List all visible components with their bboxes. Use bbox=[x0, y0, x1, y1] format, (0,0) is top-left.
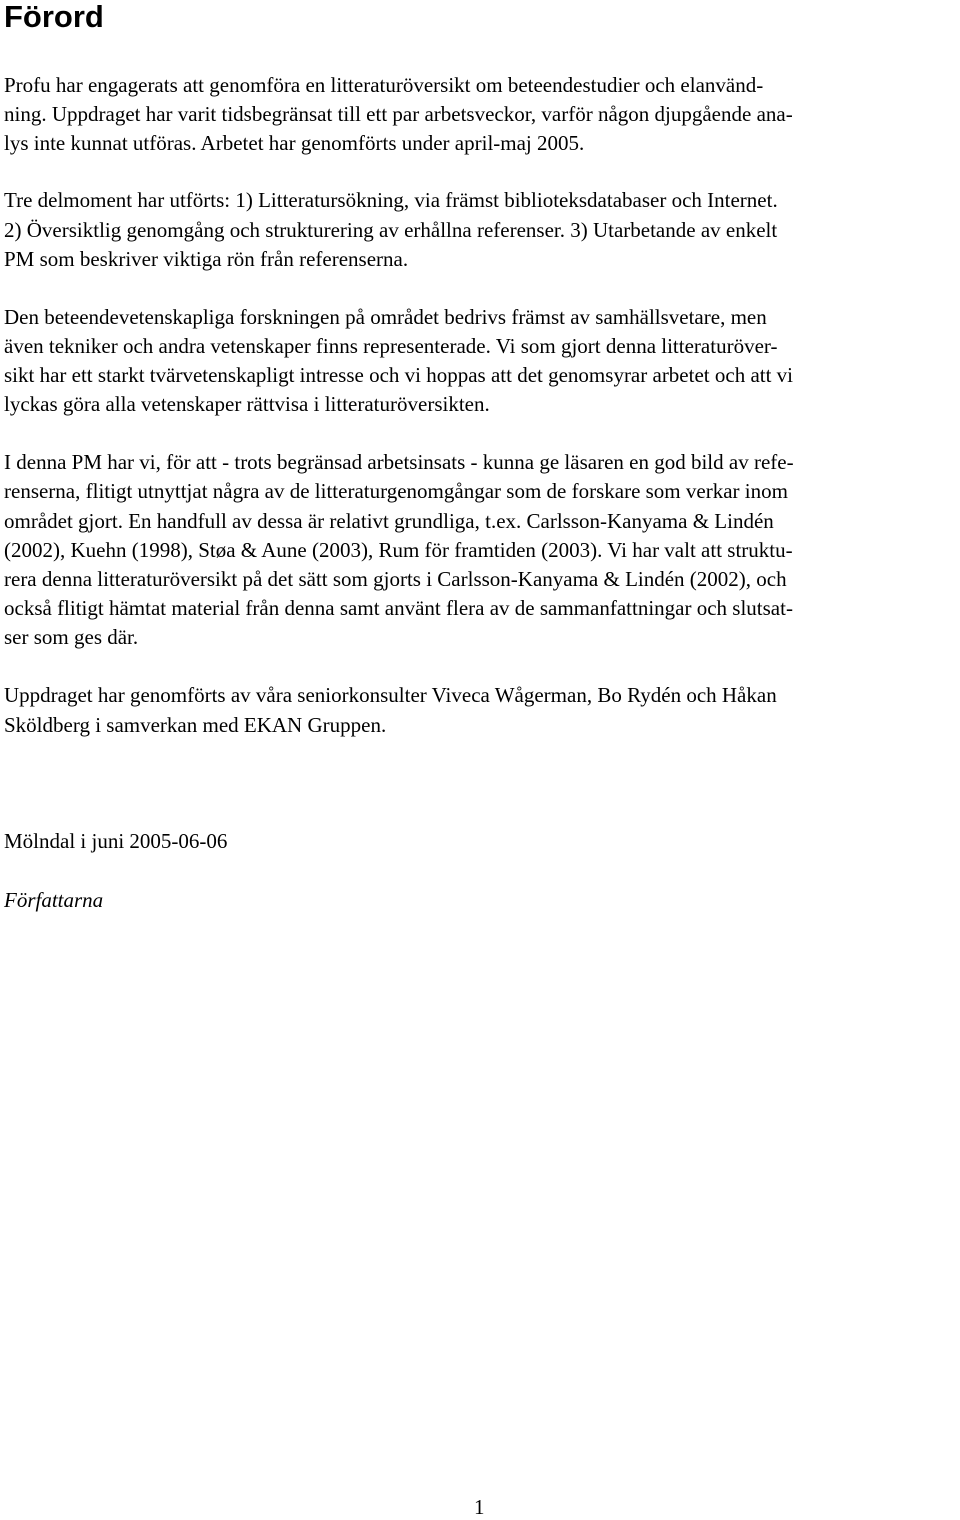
paragraph-1-line-3: lys inte kunnat utföras. Arbetet har genomförts under april-maj 2005. bbox=[4, 131, 585, 155]
paragraph-4-line-5: rera denna litteraturöversikt på det sätt som gjorts i Carlsson-Kanyama & Lindén (2002), och bbox=[4, 567, 787, 591]
paragraph-1-line-1: Profu har engagerats att genomföra en litteraturöversikt om beteendestudier och elanvänd- bbox=[4, 73, 764, 97]
page-number: 1 bbox=[474, 1495, 485, 1519]
paragraph-3-line-2: även tekniker och andra vetenskaper finns representerade. Vi som gjort denna litteraturöver- bbox=[4, 334, 778, 358]
paragraph-1-line-2: ning. Uppdraget har varit tidsbegränsat till ett par arbetsveckor, varför någon djupgående ana- bbox=[4, 102, 793, 126]
paragraph-4-line-4: (2002), Kuehn (1998), Støa & Aune (2003), Rum för framtiden (2003). Vi har valt att struktu- bbox=[4, 538, 793, 562]
signature: Författarna bbox=[4, 888, 104, 912]
paragraph-3-line-4: lyckas göra alla vetenskaper rättvisa i litteraturöversikten. bbox=[4, 392, 490, 416]
place-and-date: Mölndal i juni 2005-06-06 bbox=[4, 829, 228, 853]
paragraph-4-line-7: ser som ges där. bbox=[4, 625, 139, 649]
paragraph-2-line-2: 2) Översiktlig genomgång och strukturering av erhållna referenser. 3) Utarbetande av enkelt bbox=[4, 218, 778, 242]
paragraph-4-line-2: renserna, flitigt utnyttjat några av de litteraturgenomgångar som de forskare som verkar inom bbox=[4, 479, 788, 503]
paragraph-5-line-1: Uppdraget har genomförts av våra seniorkonsulter Viveca Wågerman, Bo Rydén och Håkan bbox=[4, 683, 777, 707]
paragraph-2-line-1: Tre delmoment har utförts: 1) Litteratursökning, via främst biblioteksdatabaser och Internet. bbox=[4, 188, 778, 212]
paragraph-4-line-1: I denna PM har vi, för att - trots begränsad arbetsinsats - kunna ge läsaren en god bild av refe- bbox=[4, 450, 794, 474]
paragraph-3-line-1: Den beteendevetenskapliga forskningen på området bedrivs främst av samhällsvetare, men bbox=[4, 305, 767, 329]
paragraph-5-line-2: Sköldberg i samverkan med EKAN Gruppen. bbox=[4, 713, 387, 737]
paragraph-2-line-3: PM som beskriver viktiga rön från referenserna. bbox=[4, 247, 409, 271]
paragraph-4-line-6: också flitigt hämtat material från denna samt använt flera av de sammanfattningar och slutsat- bbox=[4, 596, 793, 620]
paragraph-3-line-3: sikt har ett starkt tvärvetenskapligt intresse och vi hoppas att det genomsyrar arbetet och att vi bbox=[4, 363, 794, 387]
page-title: Förord bbox=[4, 0, 104, 34]
paragraph-4-line-3: området gjort. En handfull av dessa är relativt grundliga, t.ex. Carlsson-Kanyama & Lindén bbox=[4, 509, 774, 533]
